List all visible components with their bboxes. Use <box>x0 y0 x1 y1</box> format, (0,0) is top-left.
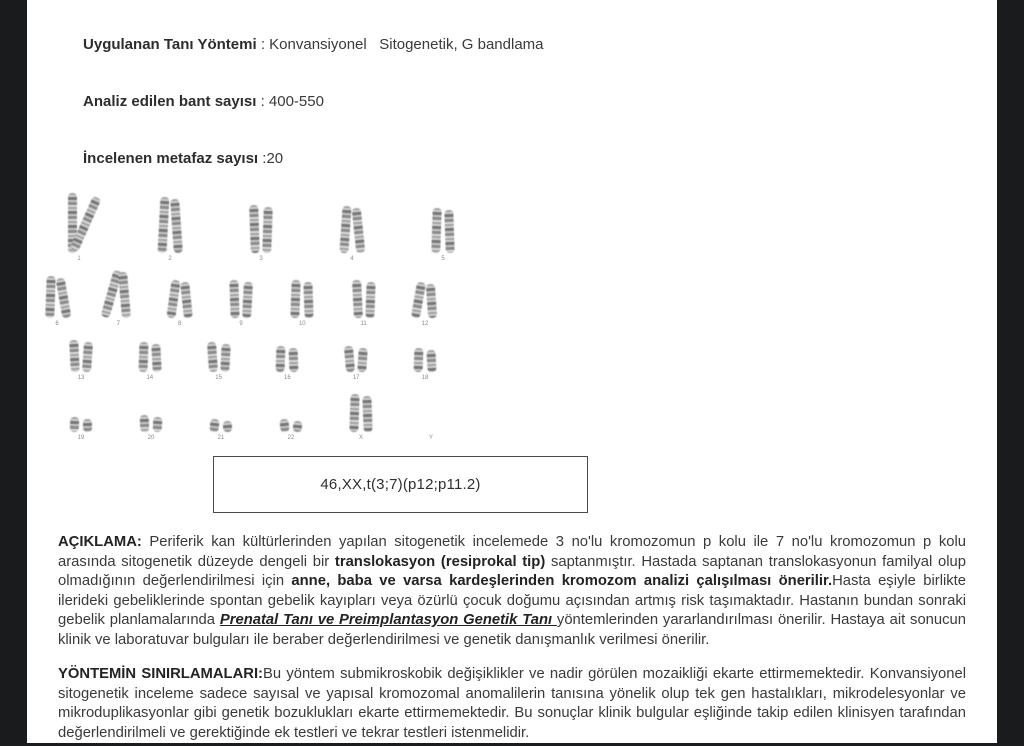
report-page <box>27 0 997 743</box>
chromosome-pair-1 <box>67 193 91 263</box>
chromosome <box>45 276 55 318</box>
chromosome <box>344 346 355 373</box>
chromosome <box>82 342 93 373</box>
chromosome-pair-X <box>349 394 373 442</box>
chromosome-pair-6 <box>45 276 69 328</box>
chromosome <box>220 344 230 372</box>
text-segment: translokasyon (resiprokal tip) <box>334 553 546 570</box>
chromosome <box>444 210 454 253</box>
karyotype-result-box <box>213 456 588 513</box>
chromosome-pair-10 <box>290 280 314 328</box>
chromosome-pair-20 <box>139 415 163 442</box>
chromosome-pair-label: 6 <box>55 321 59 327</box>
chromosomes <box>70 340 92 372</box>
chromosome <box>170 199 183 253</box>
chromosome <box>153 417 163 432</box>
chromosome <box>431 208 442 253</box>
chromosome <box>426 350 436 372</box>
chromosome <box>209 419 219 433</box>
chromosomes <box>230 280 252 318</box>
chromosomes <box>432 208 454 253</box>
header-row-method <box>58 16 967 73</box>
chromosome-pair-14 <box>138 342 162 382</box>
method-value: : Konvansiyonel Sitogenetik, G bandlama <box>256 36 544 53</box>
viewer-frame-left <box>0 0 27 743</box>
chromosome <box>262 207 273 253</box>
chromosome <box>151 344 161 372</box>
chromosome-pair-label: 2 <box>168 256 172 262</box>
text-segment: Bu yöntem submikroskobik değişiklikler ve nadir görülen mozaikliği ekarte ettirmemektedir. Konvansiyonel sitogenetik inceleme sadece sayısal ve yapısal kromozomal anomalilerin tanısına yönelik olup tek gen hastalıkları, mikrodelesyonlar ve mikroduplikasyonlar gibi genetik bozuklukları ekarte ettirmemektedir. Bu sonuçlar klinik bulgular eşliğinde takip edilen klinisyen tarafından değerlendirilmeli ve gerektiğinde ek testleri ve tekrar testleri istenmelidir. <box>58 666 967 741</box>
chromosome-pair-label: 8 <box>177 321 182 327</box>
karyotype-figure <box>55 193 967 513</box>
chromosome <box>279 419 289 433</box>
text-segment: YÖNTEMİN SINIRLAMALARI: <box>58 666 263 682</box>
text-segment: AÇIKLAMA: <box>58 534 150 550</box>
chromosome <box>289 348 299 372</box>
text-segment: yöntemlerinden yararlandırılması önerilir. Hastaya ait sonucun klinik ve laboratuvar bulguları ile beraber değerlendirilmesi ve genetik danışmanlık verilmesi önerilir. <box>58 612 966 648</box>
chromosome <box>357 348 368 373</box>
chromosome-pair-label: 21 <box>217 435 225 441</box>
chromosome <box>118 272 131 319</box>
chromosome-pair-13 <box>69 340 93 382</box>
text-segment: anne, baba ve varsa kardeşlerinden kromozom analizi çalışılması önerilir. <box>291 573 833 589</box>
chromosomes <box>210 419 232 432</box>
chromosome-pair-label: 7 <box>116 321 120 327</box>
chromosome <box>242 282 253 318</box>
chromosome <box>304 282 314 318</box>
karyotype-row <box>45 193 465 263</box>
chromosome <box>83 419 92 432</box>
chromosome <box>223 421 233 433</box>
chromosome <box>339 206 351 254</box>
chromosomes <box>250 205 272 253</box>
chromosomes <box>280 419 302 432</box>
chromosome-pair-3 <box>249 205 273 263</box>
karyotype-row <box>45 340 465 382</box>
chromosome <box>69 340 80 372</box>
chromosome-pair-label: 12 <box>421 321 429 327</box>
chromosomes <box>68 193 90 253</box>
chromosome-pair-4 <box>340 206 364 263</box>
chromosome-pair-label: 14 <box>146 375 154 381</box>
chromosome-pair-label: X <box>358 435 363 441</box>
chromosomes <box>139 342 161 372</box>
chromosomes <box>70 417 92 432</box>
yontem-sinirlamalari-paragraph <box>58 665 966 743</box>
chromosome <box>207 342 218 373</box>
chromosome <box>291 280 301 318</box>
chromosome-pair-5 <box>431 208 455 263</box>
chromosome-pair-label: 11 <box>360 321 367 327</box>
metaphase-count-value: :20 <box>258 150 284 167</box>
chromosome <box>362 396 372 432</box>
chromosome-pair-label: 20 <box>147 435 155 441</box>
chromosome <box>349 394 359 432</box>
chromosome-pair-label: 10 <box>298 321 306 327</box>
karyotype-image <box>45 193 465 442</box>
viewer-frame-right <box>997 0 1024 743</box>
method-label: Uygulanan Tanı Yöntemi <box>83 36 257 53</box>
chromosome-pair-label: 22 <box>287 435 295 441</box>
chromosome-pair-8 <box>168 280 192 328</box>
chromosome-pair-19 <box>69 417 93 442</box>
karyotype-row <box>45 270 465 328</box>
chromosomes <box>353 280 375 318</box>
text-segment: saptanmıştır. Hastada saptanan translokasyonun familyal olup olmadığının değerlendirilmesi için <box>58 553 966 589</box>
chromosome-pair-label: Y <box>428 435 433 441</box>
chromosome-pair-label: 9 <box>239 321 243 327</box>
chromosome-pair-17 <box>344 346 368 382</box>
chromosome-pair-label: 4 <box>350 256 354 262</box>
chromosome-pair-22 <box>279 419 303 442</box>
chromosome-pair-label: 3 <box>259 256 263 262</box>
aciklama-paragraph <box>58 533 966 650</box>
chromosome <box>414 348 424 372</box>
chromosome-pair-2 <box>158 197 182 263</box>
chromosomes <box>169 280 191 318</box>
text-segment: Periferik kan kültürlerinden yapılan sitogenetik incelemede 3 no'lu kromozomun p kolu ile 7 no'lu kromozomun p kolu arasında sitogenetik düzeyde dengeli bir <box>58 534 966 570</box>
chromosome <box>138 342 148 372</box>
chromosome <box>70 417 80 432</box>
chromosome-pair-label: 5 <box>441 256 445 262</box>
chromosome <box>426 284 437 319</box>
report-content <box>27 0 997 743</box>
chromosomes <box>159 197 181 253</box>
chromosomes <box>291 280 313 318</box>
chromosome-pair-12 <box>413 282 437 328</box>
chromosome-pair-18 <box>413 348 437 382</box>
text-segment: Hasta eşiyle birlikte ilerideki gebeliklerinde spontan gebelik kayıpları veya özürlü çocuk doğumu açısından artmış risk taşımaktadır. Hastanın bundan sonraki gebelik planlamalarında <box>58 573 967 628</box>
chromosome-pair-21 <box>209 419 233 442</box>
chromosome <box>229 280 239 318</box>
chromosomes <box>414 282 436 318</box>
band-count-value: : 400-550 <box>256 93 324 110</box>
chromosomes <box>276 346 298 372</box>
chromosome <box>180 282 193 319</box>
chromosomes <box>345 346 367 372</box>
chromosomes <box>140 415 162 432</box>
chromosome <box>352 208 366 254</box>
chromosome-pair-7 <box>106 270 130 328</box>
chromosome <box>249 205 260 253</box>
text-segment: Prenatal Tanı ve Preimplantasyon Genetik Tanı <box>219 612 557 628</box>
karyotype-row <box>45 394 465 442</box>
chromosomes <box>208 342 230 372</box>
chromosome-pair-11 <box>352 280 376 328</box>
chromosome-pair-Y <box>419 432 443 442</box>
chromosome-pair-16 <box>275 346 299 382</box>
chromosome-pair-label: 17 <box>352 375 360 381</box>
chromosome <box>140 415 150 432</box>
chromosome <box>166 280 180 319</box>
chromosome <box>411 281 426 318</box>
chromosome-pair-label: 15 <box>215 375 222 381</box>
chromosome-pair-label: 18 <box>421 375 429 381</box>
chromosome-pair-label: 19 <box>77 435 85 441</box>
chromosome <box>352 280 363 318</box>
header-row-band-count <box>58 73 967 130</box>
chromosome-pair-label: 13 <box>77 375 85 381</box>
chromosomes <box>350 394 372 432</box>
chromosome-pair-label: 16 <box>284 375 291 381</box>
chromosome <box>56 278 72 319</box>
chromosome-pair-9 <box>229 280 253 328</box>
chromosome <box>293 421 303 433</box>
chromosomes <box>46 276 68 318</box>
chromosome-pair-label: 1 <box>77 256 81 262</box>
metaphase-count-label: İncelenen metafaz sayısı <box>83 150 259 167</box>
chromosomes <box>107 270 129 318</box>
chromosome <box>276 346 286 372</box>
chromosomes <box>414 348 436 372</box>
chromosome-pair-15 <box>207 342 231 382</box>
band-count-label: Analiz edilen bant sayısı <box>83 93 257 110</box>
chromosome <box>158 197 170 253</box>
chromosome <box>365 282 375 318</box>
header-row-metaphase-count <box>58 130 967 187</box>
karyotype-result: 46,XX,t(3;7)(p12;p11.2) <box>320 476 481 493</box>
chromosomes <box>341 206 363 253</box>
